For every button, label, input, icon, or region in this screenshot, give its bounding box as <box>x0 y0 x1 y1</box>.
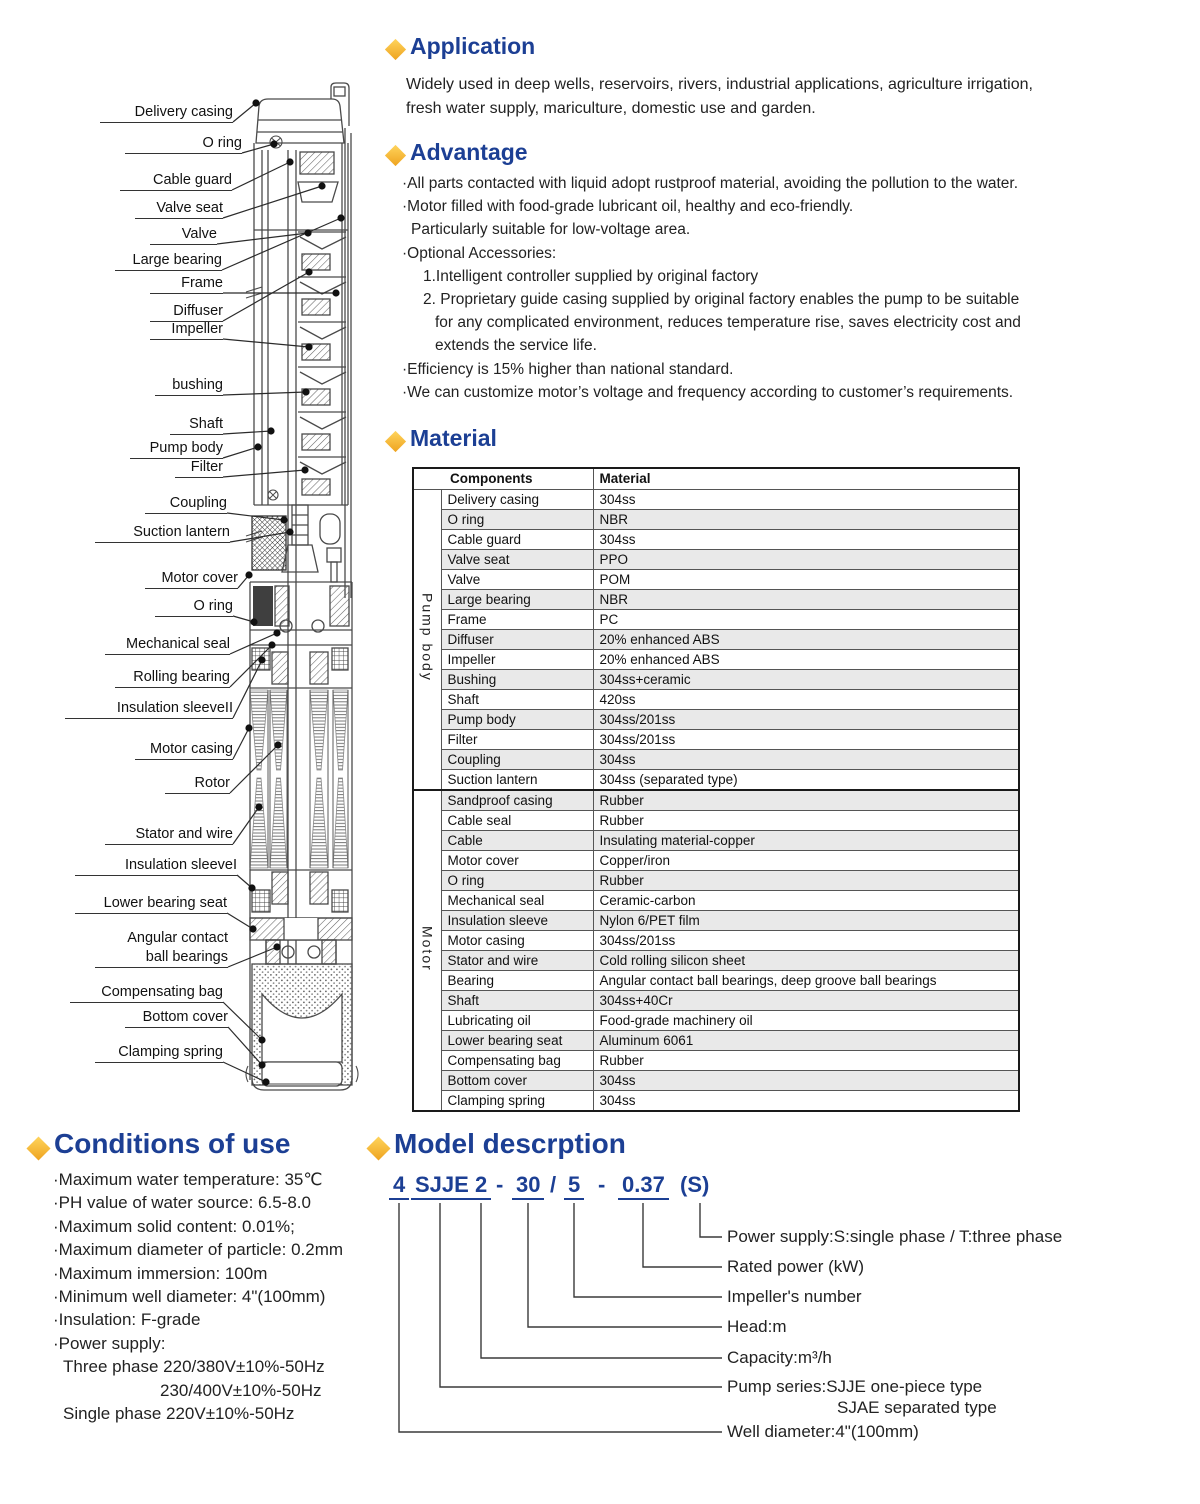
model-token-impellers: 5 <box>564 1172 584 1200</box>
model-label-pump-series: Pump series:SJJE one-piece type <box>727 1377 983 1396</box>
material-cell: 304ss+40Cr <box>593 991 1019 1011</box>
material-cell: NBR <box>593 590 1019 610</box>
table-row <box>413 610 1019 630</box>
part-label-delivery-casing: Delivery casing <box>100 103 233 123</box>
component-cell: Lubricating oil <box>441 1011 593 1031</box>
condition-line: ·Maximum diameter of particle: 0.2mm <box>53 1240 344 1260</box>
part-label-line2: ball bearings <box>145 949 228 965</box>
component-cell: Filter <box>441 730 593 750</box>
advantage-line: ·Motor filled with food-grade lubricant oil, healthy and eco-friendly. <box>402 198 854 216</box>
material-cell: Angular contact ball bearings, deep groove ball bearings <box>593 971 1019 991</box>
table-row <box>413 831 1019 851</box>
condition-line: ·Maximum solid content: 0.01%; <box>53 1216 295 1236</box>
component-cell: Motor casing <box>441 931 593 951</box>
advantage-line: 2. Proprietary guide casing supplied by original factory enables the pump to be suitable <box>423 290 1020 308</box>
advantage-line: ·Optional Accessories: <box>402 244 557 262</box>
model-token-phase: (S) <box>680 1172 710 1197</box>
material-cell: Copper/iron <box>593 851 1019 871</box>
condition-line: ·Insulation: F-grade <box>53 1310 201 1330</box>
component-cell: Suction lantern <box>441 770 593 791</box>
part-label-cable-guard: Cable guard <box>120 171 232 191</box>
condition-line: ·PH value of water source: 6.5-8.0 <box>53 1193 311 1213</box>
part-label-valve: Valve <box>150 225 217 245</box>
material-cell: 304ss/201ss <box>593 931 1019 951</box>
component-cell: O ring <box>441 871 593 891</box>
part-label-rolling-bearing: Rolling bearing <box>115 668 230 688</box>
material-cell: 304ss <box>593 750 1019 770</box>
table-row <box>413 1031 1019 1051</box>
table-row <box>413 490 1019 510</box>
table-row <box>413 1051 1019 1071</box>
table-row <box>413 650 1019 670</box>
material-cell: 304ss <box>593 530 1019 550</box>
table-row <box>413 750 1019 770</box>
part-label-rotor: Rotor <box>165 774 230 794</box>
component-cell: Coupling <box>441 750 593 770</box>
part-label-insulation-sleeve1: Insulation sleeveI <box>75 856 237 876</box>
component-cell: Mechanical seal <box>441 891 593 911</box>
component-cell: Valve <box>441 570 593 590</box>
material-cell: 304ss <box>593 1091 1019 1112</box>
model-label-impeller-number: Impeller's number <box>727 1287 862 1306</box>
table-row <box>413 570 1019 590</box>
material-header: Material <box>593 468 1019 490</box>
advantage-list <box>402 172 1021 404</box>
condition-line: Three phase 220/380V±10%-50Hz <box>63 1357 325 1377</box>
table-row <box>413 971 1019 991</box>
model-label-head: Head:m <box>727 1317 787 1336</box>
part-label-large-bearing: Large bearing <box>115 251 222 271</box>
material-cell: POM <box>593 570 1019 590</box>
advantage-line: ·All parts contacted with liquid adopt rustproof material, avoiding the pollution to the water. <box>402 175 1019 192</box>
component-cell: Valve seat <box>441 550 593 570</box>
model-token-series: SJJE <box>411 1172 473 1200</box>
table-row <box>413 630 1019 650</box>
table-header-row <box>413 468 1019 490</box>
material-cell: Aluminum 6061 <box>593 1031 1019 1051</box>
part-label-pump-body: Pump body <box>130 439 223 459</box>
part-label-stator-and-wire: Stator and wire <box>105 825 233 845</box>
component-cell: Stator and wire <box>441 951 593 971</box>
advantage-line: for any complicated environment, reduces temperature rise, saves electricity cost and <box>435 314 1021 332</box>
table-row <box>413 991 1019 1011</box>
advantage-line: extends the service life. <box>435 337 597 355</box>
group-label-text: Motor <box>419 925 436 972</box>
table-row <box>413 891 1019 911</box>
model-title: Model descrption <box>394 1128 626 1159</box>
condition-line: ·Maximum immersion: 100m <box>53 1263 268 1283</box>
component-cell: Bearing <box>441 971 593 991</box>
group-label-text: Pump body <box>419 593 436 682</box>
components-header: Components <box>413 468 593 490</box>
material-cell: 20% enhanced ABS <box>593 630 1019 650</box>
group-label-motor <box>413 790 441 1111</box>
motor-group <box>413 790 1019 1111</box>
group-label-pump-body <box>413 490 441 791</box>
table-row <box>413 1011 1019 1031</box>
material-table <box>412 467 1020 1112</box>
part-label-motor-casing: Motor casing <box>135 740 233 760</box>
material-cell: 304ss (separated type) <box>593 770 1019 791</box>
table-row <box>413 851 1019 871</box>
advantage-line: ·Efficiency is 15% higher than national standard. <box>402 360 734 378</box>
table-row <box>413 1091 1019 1112</box>
model-label-rated-power: Rated power (kW) <box>727 1257 864 1276</box>
material-cell: 304ss <box>593 1071 1019 1091</box>
part-label-filter: Filter <box>175 458 223 478</box>
component-cell: Frame <box>441 610 593 630</box>
table-row <box>413 550 1019 570</box>
table-row <box>413 770 1019 791</box>
model-token-slash: / <box>550 1172 557 1197</box>
material-cell: 420ss <box>593 690 1019 710</box>
table-row <box>413 931 1019 951</box>
component-cell: Compensating bag <box>441 1051 593 1071</box>
application-line: fresh water supply, mariculture, domestic use and garden. <box>406 100 816 117</box>
material-cell: Ceramic-carbon <box>593 891 1019 911</box>
material-cell: Rubber <box>593 790 1019 811</box>
table-row <box>413 790 1019 811</box>
table-row <box>413 670 1019 690</box>
conditions-title: Conditions of use <box>54 1128 291 1159</box>
model-label-pump-series-line2: SJAE separated type <box>837 1398 997 1417</box>
model-token-head: 30 <box>512 1172 544 1200</box>
part-label-suction-lantern: Suction lantern <box>95 523 230 543</box>
component-cell: Large bearing <box>441 590 593 610</box>
model-token-dash: - <box>496 1172 504 1197</box>
model-token-dash: - <box>598 1172 606 1197</box>
component-cell: Bottom cover <box>441 1071 593 1091</box>
component-cell: Diffuser <box>441 630 593 650</box>
part-label-lower-bearing-seat: Lower bearing seat <box>75 894 227 914</box>
table-row <box>413 590 1019 610</box>
table-row <box>413 730 1019 750</box>
table-row <box>413 871 1019 891</box>
model-token-capacity: 2 <box>471 1172 491 1200</box>
part-label-o-ring-top: O ring <box>125 134 242 154</box>
part-label-motor-cover: Motor cover <box>145 569 238 589</box>
conditions-list <box>53 1168 343 1425</box>
material-title: Material <box>410 425 497 451</box>
material-cell: Nylon 6/PET film <box>593 911 1019 931</box>
advantage-line: Particularly suitable for low-voltage area. <box>411 221 691 239</box>
table-row <box>413 1071 1019 1091</box>
model-label-well-diameter: Well diameter:4"(100mm) <box>727 1422 919 1441</box>
material-cell: NBR <box>593 510 1019 530</box>
advantage-title: Advantage <box>410 139 528 165</box>
table-row <box>413 530 1019 550</box>
part-label-compensating-bag: Compensating bag <box>70 983 223 1003</box>
part-label-diffuser: Diffuser <box>150 302 223 322</box>
part-label-bushing: bushing <box>155 376 223 396</box>
part-label-valve-seat: Valve seat <box>135 199 223 219</box>
condition-line: ·Power supply: <box>53 1333 166 1353</box>
material-cell: 304ss <box>593 490 1019 510</box>
table-row <box>413 951 1019 971</box>
table-row <box>413 510 1019 530</box>
part-label-coupling: Coupling <box>145 494 227 514</box>
advantage-line: 1.Intelligent controller supplied by original factory <box>423 267 759 285</box>
component-cell: Cable guard <box>441 530 593 550</box>
application-line: Widely used in deep wells, reservoirs, rivers, industrial applications, agriculture irrigation, <box>406 76 1033 93</box>
model-connectors <box>399 1203 722 1432</box>
part-label-mechanical-seal: Mechanical seal <box>105 635 230 655</box>
material-cell: Cold rolling silicon sheet <box>593 951 1019 971</box>
material-cell: 304ss+ceramic <box>593 670 1019 690</box>
part-label-clamping-spring: Clamping spring <box>95 1043 223 1063</box>
component-cell: Insulation sleeve <box>441 911 593 931</box>
component-cell: Clamping spring <box>441 1091 593 1112</box>
part-label-line1: Angular contact <box>127 930 228 946</box>
condition-line: Single phase 220V±10%-50Hz <box>63 1403 295 1423</box>
part-label-impeller: Impeller <box>150 320 223 340</box>
component-cell: Pump body <box>441 710 593 730</box>
part-label-frame: Frame <box>150 274 223 294</box>
component-cell: Delivery casing <box>441 490 593 510</box>
advantage-line: ·We can customize motor’s voltage and frequency according to customer’s requirements. <box>402 383 1014 401</box>
material-cell: Rubber <box>593 871 1019 891</box>
part-label-bottom-cover: Bottom cover <box>125 1008 228 1028</box>
material-cell: PC <box>593 610 1019 630</box>
component-cell: Shaft <box>441 991 593 1011</box>
table-row <box>413 690 1019 710</box>
component-cell: Cable <box>441 831 593 851</box>
model-token-well-diameter: 4 <box>389 1172 409 1200</box>
part-label-angular-contact-ball-bearings <box>95 929 228 968</box>
component-cell: Motor cover <box>441 851 593 871</box>
application-title: Application <box>410 33 536 59</box>
table-row <box>413 710 1019 730</box>
component-cell: Cable seal <box>441 811 593 831</box>
material-cell: 304ss/201ss <box>593 730 1019 750</box>
material-cell: Food-grade machinery oil <box>593 1011 1019 1031</box>
component-cell: O ring <box>441 510 593 530</box>
table-row <box>413 811 1019 831</box>
part-label-shaft: Shaft <box>170 415 223 435</box>
condition-line: ·Minimum well diameter: 4"(100mm) <box>53 1286 326 1306</box>
model-token-power: 0.37 <box>618 1172 669 1200</box>
component-cell: Bushing <box>441 670 593 690</box>
model-label-power-supply: Power supply:S:single phase / T:three phase <box>727 1227 1063 1246</box>
condition-line: 230/400V±10%-50Hz <box>160 1380 322 1400</box>
material-cell: PPO <box>593 550 1019 570</box>
part-label-insulation-sleeve2: Insulation sleeveII <box>65 699 233 719</box>
pump-body-group <box>413 490 1019 791</box>
component-cell: Sandproof casing <box>441 790 593 811</box>
material-cell: Rubber <box>593 1051 1019 1071</box>
material-cell: 304ss/201ss <box>593 710 1019 730</box>
material-cell: 20% enhanced ABS <box>593 650 1019 670</box>
component-cell: Impeller <box>441 650 593 670</box>
condition-line: ·Maximum water temperature: 35℃ <box>53 1170 323 1189</box>
component-cell: Lower bearing seat <box>441 1031 593 1051</box>
material-cell: Insulating material-copper <box>593 831 1019 851</box>
component-cell: Shaft <box>441 690 593 710</box>
material-cell: Rubber <box>593 811 1019 831</box>
part-label-o-ring-motor: O ring <box>155 597 233 617</box>
model-label-capacity: Capacity:m³/h <box>727 1348 832 1367</box>
table-row <box>413 911 1019 931</box>
